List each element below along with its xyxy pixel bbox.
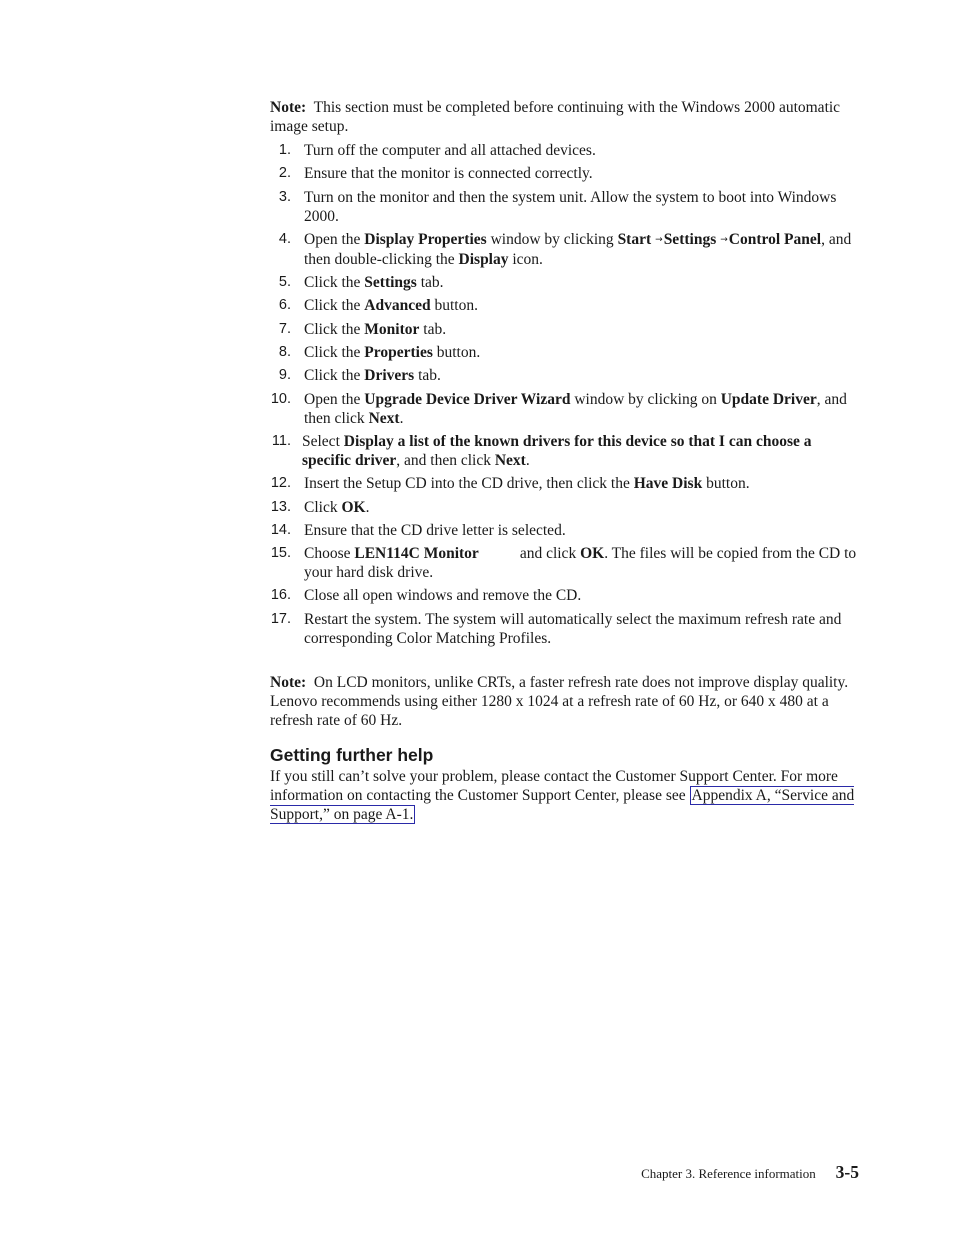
- step-number: 11.: [271, 432, 291, 449]
- ui-term: Properties: [364, 344, 433, 362]
- ui-term: Have Disk: [633, 475, 703, 493]
- arrow-right-icon: →: [655, 234, 663, 245]
- step-number: 16.: [270, 587, 291, 604]
- step-text: . The files will be copied from the CD to your hard disk drive.: [304, 545, 857, 582]
- ui-term: OK: [580, 545, 605, 563]
- list-item: [270, 521, 862, 540]
- step-text: Open the: [304, 390, 365, 408]
- page-footer: [641, 1162, 859, 1183]
- section-heading-further-help: Getting further help: [270, 744, 434, 765]
- arrow-right-icon: →: [720, 234, 728, 245]
- step-text: Click: [304, 498, 342, 516]
- page-number: 3-5: [835, 1162, 859, 1182]
- step-number: 13.: [270, 498, 291, 515]
- note-text: On LCD monitors, unlike CRTs, a faster refresh rate does not improve display quality. Lenovo recommends using either 1280 x 1024 at a refresh rate of 60 Hz, or 640 x 480 at a refresh rate of 60 Hz.: [270, 673, 849, 729]
- ui-term: Start: [617, 230, 652, 248]
- step-text: Choose: [304, 545, 355, 563]
- list-item: [270, 141, 862, 160]
- note-label: Note:: [270, 99, 307, 116]
- step-text: and click: [519, 545, 581, 563]
- list-item: [270, 586, 862, 605]
- step-number: 6.: [278, 297, 291, 314]
- ui-term: OK: [341, 498, 366, 516]
- step-text: Click the: [304, 320, 365, 338]
- list-item: [270, 230, 862, 269]
- list-item: [270, 498, 862, 517]
- list-item: [270, 296, 862, 315]
- step-number: 10.: [270, 390, 291, 407]
- step-text: , and then double-clicking the: [304, 230, 852, 268]
- ui-term: Next: [494, 451, 526, 469]
- step-text: , and then click: [396, 451, 495, 469]
- step-number: 3.: [278, 188, 291, 205]
- note-lcd: [270, 673, 862, 730]
- step-text: Ensure that the monitor is connected correctly.: [304, 165, 593, 183]
- step-text: , and then click: [304, 390, 847, 427]
- step-text: icon.: [508, 250, 543, 268]
- step-text: Turn on the monitor and then the system unit. Allow the system to boot into Windows 2000.: [304, 188, 837, 225]
- steps-list: [270, 141, 862, 648]
- ui-term: Drivers: [364, 367, 415, 385]
- note-label: Note:: [270, 673, 307, 691]
- ui-term: Upgrade Device Driver Wizard: [364, 390, 571, 408]
- note-setup: [270, 98, 862, 136]
- step-text: button.: [432, 344, 481, 362]
- step-text: tab.: [414, 367, 441, 385]
- step-number: 5.: [278, 274, 291, 291]
- step-number: 14.: [270, 521, 291, 538]
- step-number: 17.: [270, 610, 291, 627]
- step-text: button.: [702, 475, 750, 493]
- page-content: [270, 98, 862, 824]
- step-number: 9.: [278, 367, 291, 384]
- list-item: [270, 273, 862, 292]
- ui-term: Display Properties: [364, 230, 487, 248]
- step-number: 7.: [278, 320, 291, 337]
- step-text: tab.: [419, 320, 447, 338]
- list-item: [270, 366, 862, 385]
- ui-term: Settings: [663, 230, 717, 248]
- step-number: 12.: [270, 475, 291, 492]
- step-text: Click the: [304, 297, 365, 315]
- step-text: Click the: [304, 274, 365, 292]
- step-text: Select: [302, 432, 344, 450]
- list-item: [270, 343, 862, 362]
- list-item: [270, 544, 862, 582]
- step-text: .: [525, 451, 530, 469]
- step-text: Open the: [304, 230, 365, 248]
- note-text: This section must be completed before continuing with the Windows 2000 automatic image setup.: [270, 99, 841, 135]
- step-text: tab.: [416, 274, 444, 292]
- step-number: 4.: [278, 230, 291, 247]
- step-text: button.: [430, 297, 478, 315]
- step-text: Insert the Setup CD into the CD drive, then click the: [304, 475, 634, 493]
- ui-term: Monitor: [364, 320, 420, 338]
- ui-term: Settings: [364, 274, 417, 292]
- help-text: If you still can’t solve your problem, please contact the Customer Support Center. For more information on contacting the Customer Support Center, please see: [270, 767, 838, 804]
- step-text: .: [399, 409, 404, 427]
- step-number: 1.: [278, 142, 291, 158]
- help-paragraph: [270, 767, 862, 824]
- appendix-link[interactable]: Appendix A, “Service and Support,” on page A-1.: [270, 786, 855, 823]
- ui-term: Update Driver: [720, 390, 817, 408]
- step-text: Ensure that the CD drive letter is selected.: [304, 521, 566, 539]
- step-text: Close all open windows and remove the CD.: [304, 587, 582, 605]
- ui-term: Advanced: [364, 297, 431, 315]
- list-item: [270, 164, 862, 183]
- step-number: 2.: [278, 165, 291, 182]
- ui-term: LEN114C Monitor: [354, 545, 479, 563]
- list-item: [270, 188, 862, 226]
- list-item: [270, 390, 862, 428]
- step-number: 8.: [278, 344, 291, 361]
- list-item: [270, 320, 862, 339]
- list-item: [270, 432, 862, 470]
- step-text: Click the: [304, 344, 365, 362]
- ui-term: Display a list of the known drivers for this device so that I can choose a specific driver: [302, 432, 812, 469]
- step-text: .: [365, 498, 370, 516]
- ui-term: Display: [458, 250, 509, 268]
- ui-term: Control Panel: [728, 230, 822, 248]
- step-text: Restart the system. The system will automatically select the maximum refresh rate and corresponding Color Matching Profiles.: [304, 610, 842, 647]
- ui-term: Next: [368, 409, 400, 427]
- list-item: [270, 610, 862, 648]
- step-text: Turn off the computer and all attached devices.: [304, 142, 596, 159]
- step-text: Click the: [304, 367, 365, 385]
- step-text: window by clicking: [486, 230, 618, 248]
- step-text: window by clicking on: [570, 390, 721, 408]
- list-item: [270, 474, 862, 493]
- step-number: 15.: [270, 545, 291, 562]
- footer-chapter: Chapter 3. Reference information: [641, 1166, 816, 1181]
